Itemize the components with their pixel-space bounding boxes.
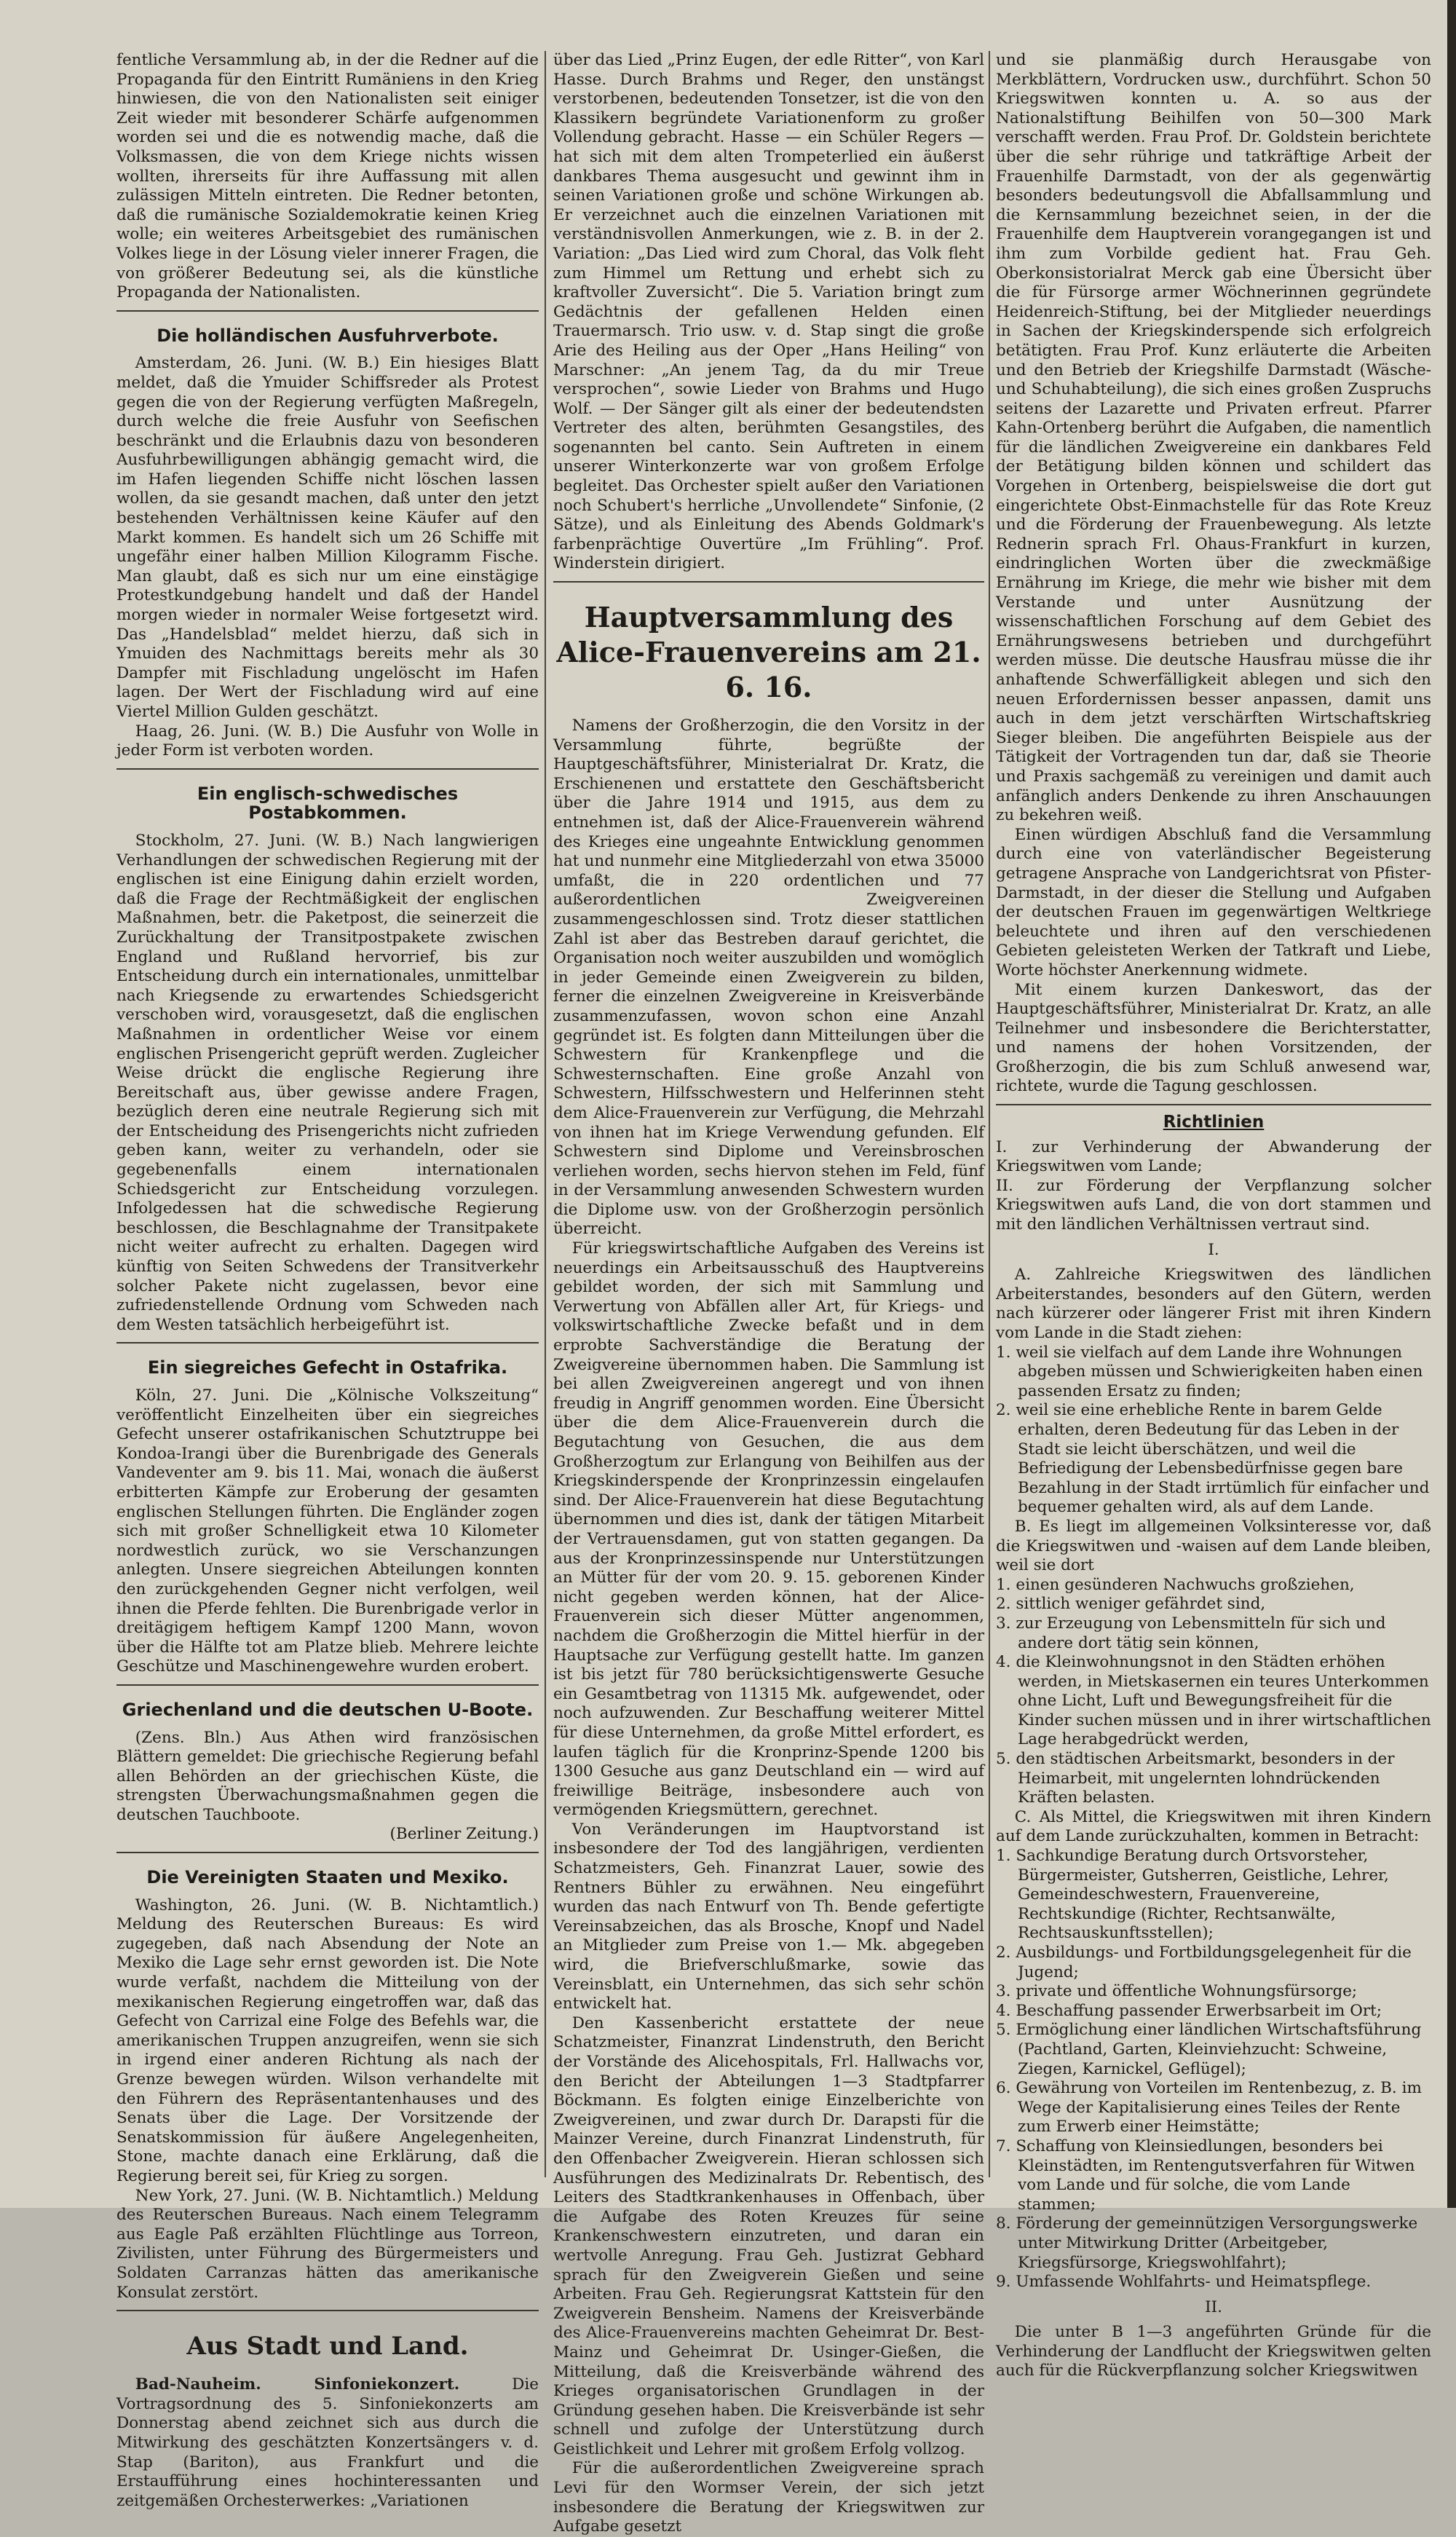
list-item: 5. den städtischen Arbeitsmarkt, besonders in der Heimarbeit, mit ungelernten lohndrückenden Kräften belasten. (996, 1750, 1395, 1807)
article-alice-closing: Einen würdigen Abschluß fand die Versammlung durch eine von vaterländischer Begeisterung getragene Ansprache von Landgerichtsrat von Pfister-Darmstadt, in der dieser die Stellung und Aufgaben der deutschen Frauen im gegenwärtigen Weltkriege beleuchtete und ihren auf den verschiedenen Gebieten geleisteten Werken der Tatkraft und Liebe, Worte höchster Anerkennung widmete. (996, 825, 1431, 979)
separator (116, 1342, 539, 1344)
guideline-c-list (996, 1847, 1431, 2292)
separator (116, 1684, 539, 1686)
list-item: 3. private und öffentliche Wohnungsfürsorge; (996, 1982, 1358, 2001)
separator (116, 1852, 539, 1853)
separator (116, 310, 539, 312)
roman-numeral-1: I. (1208, 1240, 1219, 1259)
article-dutch-wool-ban: Haag, 26. Juni. (W. B.) Die Ausfuhr von Wolle in jeder Form ist verboten worden. (116, 722, 539, 760)
headline-postal-agreement: Ein englisch-schwedisches Postabkommen. (197, 783, 459, 824)
guideline-section-c: C. Als Mittel, die Kriegswitwen mit ihren Kindern auf dem Lande zurückzuhalten, kommen in Betracht: (996, 1807, 1431, 1846)
article-concert-continuation: über das Lied „Prinz Eugen, der edle Ritter“, von Karl Hasse. Durch Brahms und Reger, den unstängst verstorbenen, bedeutenden Tonsetzer, ist die von den Klassikern begründete Variationenform zu großer Vollendung gebracht. Hasse — ein Schüler Regers — hat sich mit dem alten Trompeterlied ein äußerst dankbares Thema ausgesucht und gewinnt ihm in seinen Variationen große und schöne Wirkungen ab. Er verzeichnet auch die einzelnen Variationen mit verständnisvollen Anmerkungen, wie z. B. in der 2. Variation: „Das Lied wird zum Choral, das Volk fleht zum Himmel um Rettung und erhebt sich zu kraftvoller Zuversicht“. Die 5. Variation bringt zum Gedächtnis der gefallenen Helden einen Trauermarsch. Trio usw. v. d. Stap singt die große Arie des Heiling aus der Oper „Hans Heiling“ von Marschner: „An jenem Tag, da du mir Treue versprochen“, sowie Lieder von Brahms und Hugo Wolf. — Der Sänger gilt als einer der bedeutendsten Vertreter des alten, berühmten Gesangstiles, des sogenannten bel canto. Sein Auftreten in einem unserer Winterkonzerte war von großem Erfolge begleitet. Das Orchester spielt außer den Variationen noch Schubert's herrliche „Unvollendete“ Sinfonie, (2 Sätze), und als Einleitung des Abends Goldmark's farbenprächtige Ouvertüre „Im Frühling“. Prof. Winderstein dirigiert. (553, 51, 984, 573)
article-alice-paragraph-4: Den Kassenbericht erstattete der neue Schatzmeister, Finanzrat Lindenstruth, den Bericht der Vorstände des Alicehospitals, Frl. Hallwachs vor, den Bericht der Abteilungen 1—3 Stadtpfarrer Böckmann. Es folgten einige Einzelberichte von Zweigvereinen, und zwar durch Dr. Darapsti für die Mainzer Vereine, durch Finanzrat Lindenstruth, für den Offenbacher Zweigverein. Hieran schlossen sich Ausführungen des Medizinalrats Dr. Rebentisch, des Leiters des Stadtkrankenhauses in Offenbach, über die Aufgabe des Roten Kreuzes für seine Krankenschwestern einzutreten, und daran ein wertvolle Anregung. Frau Geh. Justizrat Gebhard sprach für den Zweigverein Gießen und seine Arbeiten. Frau Geh. Regierungsrat Kattstein für den Zweigverein Bensheim. Namens der Kreisverbände des Alice-Frauenvereins machten Geheimrat Dr. Best-Mainz und Geheimrat Dr. Usinger-Gießen, die Mitteilung, daß die Kreisverbände während des Krieges organisatorischen Grundlagen in der Gründung gesehen haben. Die Kreisverbände ist sehr schnell und zufolge der Unterstützung durch Geistlichkeit und Lehrer mit großem Erfolg vollzog. (553, 2013, 984, 2458)
article-alice-continuation: und sie planmäßig durch Herausgabe von Merkblättern, Vordrucken usw., durchführt. Schon 50 Kriegswitwen konnten u. A. so aus der Nationalstiftung Beihilfen von 50—300 Mark verschafft werden. Frau Prof. Dr. Goldstein berichtete über die sehr rührige und tatkräftige Arbeit der Frauenhilfe Darmstadt, von der als gegenwärtig besonders bedeutungsvoll die Abfallsammlung und die Kernsammlung bezeichnet seien, in der die Frauenhilfe dem Hauptverein vorangegangen ist und ihm zum Vorbilde gedient hat. Frau Geh. Oberkonsistorialrat Merck gab eine Übersicht über die für Fürsorge armer Wöchnerinnen gegründete Heidenreich-Stiftung, bei der Mitglieder neuerdings in Sachen der Kriegskinderspende sich erfolgreich betätigten. Frau Prof. Kunz erläuterte die Arbeiten und den Betrieb der Kriegshilfe Darmstadt (Wäsche- und Schuhabteilung), die sich eines großen Zuspruchs seitens der Lazarette und Privaten erfreut. Pfarrer Kahn-Ortenberg berührt die Aufgaben, die namentlich für die ländlichen Zweigvereine ein dankbares Feld der Betätigung bilden können und schildert das Vorgehen in Ortenberg, beispielsweise die dort gut eingerichtete Obst-Einmachstelle für das Rote Kreuz und die Förderung der Frauenbewegung. Als letzte Rednerin sprach Frl. Ohaus-Frankfurt in kurzen, eindringlichen Worten über die zweckmäßige Ernährung im Kriege, die mehr wie bisher mit dem Verstande und unter Ausnützung der wissenschaftlichen Forschung auf dem Gebiet des Ernährungswesens betrieben und durchgeführt werden müsse. Die deutsche Hausfrau müsse die ihr anhaftende Schwerfälligkeit ablegen und sich den neuen Erfordernissen besser anpassen, damit uns auch in dem jetzt verschärften Wirtschaftskrieg Sieger bleiben. Die angeführten Beispiele aus der Tätigkeit der Vortragenden tun dar, daß sie Theorie und Praxis sachgemäß zu vereinigen und damit auch anfänglich anders Denkende zu ihren Anschauungen zu bekehren weiß. (996, 51, 1431, 825)
article-greece-uboats: (Zens. Bln.) Aus Athen wird französischen Blättern gemeldet: Die griechische Regierung befahl allen Behörden an der griechischen Küste, die strengsten Überwachungsmaßnahmen gegen die deutschen Tauchboote. (116, 1728, 539, 1824)
headline-east-africa: Ein siegreiches Gefecht in Ostafrika. (147, 1357, 508, 1378)
article-alice-thanks: Mit einem kurzen Dankeswort, das der Hauptgeschäftsführer, Ministerialrat Dr. Kratz, an alle Teilnehmer und insbesondere die Berichterstatter, und namens der hohen Vorsitzenden, der Großherzogin, die bis zum Schluß anwesend war, richtete, wurde die Tagung geschlossen. (996, 980, 1431, 1096)
guideline-section-ii: Die unter B 1—3 angeführten Gründe für die Verhinderung der Landflucht der Kriegswitwen gelten auch für die Rückverpflanzung solcher Kriegswitwen (996, 2323, 1431, 2380)
list-item: 1. weil sie vielfach auf dem Lande ihre Wohnungen abgeben müssen und Schwierigkeiten haben einen passenden Ersatz zu finden; (996, 1343, 1423, 1400)
article-alice-paragraph-2: Für kriegswirtschaftliche Aufgaben des Vereins ist neuerdings ein Arbeitsausschuß des Hauptvereins gebildet worden, der sich mit Sammlung und Verwertung von Abfällen aller Art, für Kriegs- und volkswirtschaftliche Zwecke befaßt und in dem erprobte Sachverständige die Beratung der Zweigvereine übernommen haben. Die Sammlung ist bei allen Zweigvereinen angeregt und von ihnen freudig in Angriff genommen worden. Eine Übersicht über die dem Alice-Frauenverein durch die Begutachtung von Gesuchen, die aus dem Großherzogtum zur Erlangung von Beihilfen aus der Kriegskinderspende der Kronprinzessin eingelaufen sind. Der Alice-Frauenverein hat diese Begutachtung übernommen und dies ist, dank der tätigen Mitarbeit der Vertrauensdamen, gut von statten gegangen. Da aus der Kronprinzessinspende nur Unterstützungen an Mütter für der vom 20. 9. 15. geborenen Kinder nicht gegeben werden können, hat der Alice-Frauenverein sich dieser Mütter angenommen, nachdem die Großherzogin die Mittel hierfür in der Hauptsache zur Verfügung gestellt hatte. Im ganzen ist bis jetzt für 780 berücksichtigenswerte Gesuche ein Gesamtbetrag von 11315 Mk. aufgewendet, oder noch aufzuwenden. Zur Beschaffung weiterer Mittel für diese Unternehmen, da große Mittel erfordert, es laufen täglich für die Kronprinz-Spende 1200 bis 1300 Gesuche aus ganz Deutschland ein — wird auf freiwillige Beiträge, insbesondere auch von vermögenden Kriegsmüttern, gerechnet. (553, 1239, 984, 1820)
guideline-goal-1: I. zur Verhinderung der Abwanderung der Kriegswitwen vom Lande; (996, 1137, 1431, 1176)
list-item: 8. Förderung der gemeinnützigen Versorgungswerke unter Mitwirkung Dritter (Arbeitgeber, Kriegsfürsorge, Kriegswohlfahrt); (996, 2214, 1418, 2272)
headline-greece-uboats: Griechenland und die deutschen U-Boote. (122, 1699, 534, 1720)
column-2 (553, 51, 984, 2536)
headline-dutch-export-ban: Die holländischen Ausfuhrverbote. (157, 325, 499, 346)
roman-numeral-2: II. (1205, 2297, 1222, 2316)
headline-alice-frauenverein: Hauptversammlung des Alice-Frauenvereins am 21. 6. 16. (556, 601, 981, 704)
list-item: 7. Schaffung von Kleinsiedlungen, besonders bei Kleinstädten, im Rentengutsverfahren für Witwen vom Lande und für solche, die vom Lande stammen; (996, 2136, 1415, 2214)
headline-guidelines: Richtlinien (1163, 1113, 1265, 1132)
column-1 (116, 51, 539, 2510)
local-news-lead: Bad-Nauheim. Sinfoniekonzert. (135, 2375, 460, 2394)
article-symphony-concert: Die Vortragsordnung des 5. Sinfoniekonzerts am Donnerstag abend zeichnet sich aus durch die Mitwirkung des geschätzten Konzertsängers v. d. Stap (Bariton), aus Frankfurt und die Erstaufführung eines hochinteressanten und zeitgemäßen Orchesterwerkes: „Variationen (116, 2375, 539, 2510)
list-item: 1. Sachkundige Beratung durch Ortsvorsteher, Bürgermeister, Gutsherren, Geistliche, Lehrer, Gemeindeschwestern, Frauenvereine, Rechtskundige (Richter, Rechtsanwälte, Rechtsauskunftsstellen); (996, 1847, 1389, 1943)
article-alice-paragraph-1: Namens der Großherzogin, die den Vorsitz in der Versammlung führte, begrüßte der Hauptgeschäftsführer, Ministerialrat Dr. Kratz, die Erschienenen und erstattete den Geschäftsbericht über die Jahre 1914 und 1915, aus dem zu entnehmen ist, daß der Alice-Frauenverein während des Krieges eine ungeahnte Entwicklung genommen hat und nunmehr eine Mitgliederzahl von etwa 35000 umfaßt, die in 220 ordentlichen und 77 außerordentlichen Zweigvereinen zusammengeschlossen sind. Trotz dieser stattlichen Zahl ist aber das Bestreben darauf gerichtet, die Organisation noch weiter auszubilden und womöglich in jeder Gemeinde einen Zweigverein zu bilden, ferner die einzelnen Zweigvereine in Kreisverbände zusammenzufassen, wovon schon eine Anzahl gegründet ist. Es folgten dann Mitteilungen über die Schwestern für Krankenpflege und die Schwesternschaften. Eine große Anzahl von Schwestern, Hilfsschwestern und Helferinnen steht dem Alice-Frauenverein zur Verfügung, die Mehrzahl von ihnen hat im Kriege Verwendung gefunden. Elf Schwestern sind Diplome und Vereinsbroschen verliehen worden, sechs hiervon stehen im Feld, fünf in der Versammlung anwesenden Schwestern wurden die Diplome usw. von der Großherzogin persönlich überreicht. (553, 717, 984, 1239)
list-item: 2. Ausbildungs- und Fortbildungsgelegenheit für die Jugend; (996, 1944, 1412, 1981)
list-item: 9. Umfassende Wohlfahrts- und Heimatspflege. (996, 2273, 1372, 2292)
list-item: 4. Beschaffung passender Erwerbsarbeit im Ort; (996, 2001, 1382, 2020)
separator (116, 2310, 539, 2311)
article-postal-agreement: Stockholm, 27. Juni. (W. B.) Nach langwierigen Verhandlungen der schwedischen Regierung mit der englischen ist eine Einigung dahin erzielt worden, daß die Frage der Rechtmäßigkeit der englischen Maßnahmen, betr. die Paketpost, die seinerzeit die Zurückhaltung der Transitpostpakete zwischen England und Rußland hervorrief, bis zur Entscheidung durch ein internationales, unmittelbar nach Kriegsende zu erwartendes Schiedsgericht verschoben wird, vorausgesetzt, daß die englischen Maßnahmen in ordentlicher Weise vor einem englischen Prisengericht geprüft werden. Zugleicher Weise drückt die englische Regierung ihre Bereitschaft aus, über gewisse andere Fragen, bezüglich deren eine neutrale Regierung sich mit der Entscheidung des Prisengerichts nicht zufrieden geben kann, weiter zu verhandeln, oder sie gegebenenfalls einem internationalen Schiedsgericht zur Entscheidung vorzulegen. Infolgedessen hat die schwedische Regierung beschlossen, die Beschlagnahme der Transitpakete nicht weiter aufrecht zu erhalten. Dagegen wird künftig von Seiten Schwedens der Transitverkehr solcher Pakete nicht zugelassen, bevor eine zufriedenstellende Ordnung vom Schweden nach dem Westen tatsächlich herbeigeführt ist. (116, 831, 539, 1334)
article-alice-paragraph-3: Von Veränderungen im Hauptvorstand ist insbesondere der Tod des langjährigen, verdienten Schatzmeisters, Geh. Finanzrat Lauer, sowie des Rentners Bühler zu erwähnen. Neu eingeführt wurden das nach Entwurf von Th. Bende gefertigte Vereinsabzeichen, das als Brosche, Knopf und Nadel an Mitglieder zum Preise von 1.— Mk. abgegeben wird, die Briefverschlußmarke, sowie das Vereinsblatt, ein Unternehmen, das sich sehr schön entwickelt hat. (553, 1820, 984, 2013)
column-3 (996, 51, 1431, 2380)
article-usa-mexico-newyork: New York, 27. Juni. (W. B. Nichtamtlich.) Meldung des Reuterschen Bureaus. Nach einem Telegramm aus Eagle Paß erzählten Flüchtlinge aus Torreon, Zivilisten, unter Führung des Bürgermeisters und Soldaten Carranzas hätten das amerikanische Konsulat zerstört. (116, 2186, 539, 2302)
list-item: 4. die Kleinwohnungsnot in den Städten erhöhen werden, in Mietskasernen ein teures Unterkommen ohne Licht, Luft und Bewegungsfreiheit für die Kinder suchen müssen und in ihrer wirtschaftlichen Lage herabgedrückt werden, (996, 1653, 1431, 1749)
section-title-local-news: Aus Stadt und Land. (186, 2332, 469, 2362)
separator (996, 1104, 1431, 1105)
list-item: 1. einen gesünderen Nachwuchs großziehen, (996, 1575, 1355, 1594)
source-credit: (Berliner Zeitung.) (389, 1825, 539, 1844)
list-item: 2. sittlich weniger gefährdet sind, (996, 1595, 1266, 1614)
article-usa-mexico-washington: Washington, 26. Juni. (W. B. Nichtamtlich.) Meldung des Reuterschen Bureaus: Es wird zugegeben, daß nach Absendung der Note an Mexiko die Lage sehr ernst geworden ist. Die Note wurde verfaßt, nachdem die Mitteilung von der mexikanischen Regierung eingetroffen war, daß das Gefecht von Carrizal eine Folge des Befehls war, die amerikanischen Truppen anzugreifen, wenn sie sich in irgend einer anderen Richtung als nach der Grenze bewegen würden. Wilson verhandelte mit den Führern des Repräsentantenhauses und des Senats über die Lage. Der Vorsitzende der Senatskommission für äußere Angelegenheiten, Stone, machte danach eine Erklärung, daß die Regierung bereit sei, für Krieg zu sorgen. (116, 1895, 539, 2185)
guideline-section-a: A. Zahlreiche Kriegswitwen des ländlichen Arbeiterstandes, besonders auf den Gütern, werden nach kürzerer oder längerer Frist mit ihren Kindern vom Lande in die Stadt ziehen: (996, 1266, 1431, 1342)
page-edge (1447, 0, 1456, 2208)
guideline-a-list (996, 1344, 1431, 1518)
article-dutch-export-ban: Amsterdam, 26. Juni. (W. B.) Ein hiesiges Blatt meldet, daß die Ymuider Schiffsreder als Protest gegen die von der Regierung verfügten Maßregeln, durch welche die freie Ausfuhr von Seefischen beschränkt und die Erlaubnis dazu von besonderen Ausfuhrbewilligungen abhängig gemacht wird, die im Hafen liegenden Schiffe nicht löschen lassen wollen, da sie gesandt machen, daß unter den jetzt bestehenden Verhältnissen keine Käufer auf den Markt kommen. Es handelt sich um 26 Schiffe mit ungefähr einer halben Million Kilogramm Fische. Man glaubt, daß es sich nur um eine einstägige Protestkundgebung handelt und daß der Handel morgen wieder in normaler Weise fortgesetzt wird. Das „Handelsblad“ meldet hierzu, daß sich in Ymuiden des Nachmittags bereits mehr als 30 Dampfer mit Fischladung ungelöscht im Hafen lagen. Der Wert der Fischladung wird auf eine Viertel Million Gulden geschätzt. (116, 354, 539, 721)
article-romania-continuation: fentliche Versammlung ab, in der die Redner auf die Propaganda für den Eintritt Rumäniens in den Krieg hinwiesen, die von den Nationalisten seit einiger Zeit wieder mit besonderer Schärfe aufgenommen worden sei und die es notwendig mache, daß die Volksmassen, die von dem Kriege nichts wissen wollten, ihrerseits für ihre Auffassung mit allen zulässigen Mitteln eintreten. Die Redner betonten, daß die rumänische Sozialdemokratie keinen Krieg wolle; ein weiteres Arbeitsgebiet des rumänischen Volkes liege in der Lösung vieler innerer Fragen, die von größerer Bedeutung sei, als die künstliche Propaganda der Nationalisten. (116, 51, 539, 302)
guideline-b-list (996, 1576, 1431, 1808)
list-item: 3. zur Erzeugung von Lebensmitteln für sich und andere dort tätig sein können, (996, 1614, 1386, 1652)
list-item: 2. weil sie eine erhebliche Rente in barem Gelde erhalten, deren Bedeutung für das Leben in der Stadt sie leicht überschätzen, und weil die Befriedigung der Lebensbedürfnisse gegen bare Bezahlung in der Stadt irrtümlich für einfacher und bequemer gehalten wird, als auf dem Lande. (996, 1401, 1430, 1517)
guideline-section-b: B. Es liegt im allgemeinen Volksinteresse vor, daß die Kriegswitwen und -waisen auf dem Lande bleiben, weil sie dort (996, 1517, 1431, 1575)
list-item: 5. Ermöglichung einer ländlichen Wirtschaftsführung (Pachtland, Garten, Kleinviehzucht: Schweine, Ziegen, Karnickel, Geflügel); (996, 2021, 1422, 2078)
guideline-goal-2: II. zur Förderung der Verpflanzung solcher Kriegswitwen aufs Land, die von dort stammen und mit den ländlichen Verhältnissen vertraut sind. (996, 1176, 1431, 1234)
separator (553, 581, 984, 583)
column-rule (545, 51, 546, 2177)
column-rule (989, 51, 990, 2177)
separator (116, 768, 539, 770)
article-east-africa: Köln, 27. Juni. Die „Kölnische Volkszeitung“ veröffentlicht Einzelheiten über ein siegreiches Gefecht unserer ostafrikanischen Schutztruppe bei Kondoa-Irangi über die Burenbrigade des Generals Vandeventer am 9. bis 11. Mai, wonach die äußerst erbitterten Kämpfe zur Eroberung der gesamten englischen Stellungen führten. Die Engländer zogen sich mit großer Schnelligkeit etwa 10 Kilometer nordwestlich zurück, wo sie Verschanzungen anlegten. Unsere siegreichen Abteilungen konnten den zurückgehenden Gegner nicht verfolgen, weil ihnen die Pferde fehlten. Die Burenbrigade verlor in dreitägigem heftigem Kampf 1200 Mann, wovon über die Hälfte tot am Platze blieb. Mehrere leichte Geschütze und Maschinengewehre wurden erobert. (116, 1386, 539, 1676)
article-alice-paragraph-5: Für die außerordentlichen Zweigvereine sprach Levi für den Wormser Verein, der sich jetzt insbesondere die Beratung der Kriegswitwen zur Aufgabe gesetzt (553, 2459, 984, 2536)
list-item: 6. Gewährung von Vorteilen im Rentenbezug, z. B. im Wege der Kapitalisierung eines Teiles der Rente zum Erwerb einer Heimstätte; (996, 2079, 1422, 2136)
headline-usa-mexico: Die Vereinigten Staaten und Mexiko. (146, 1867, 509, 1888)
